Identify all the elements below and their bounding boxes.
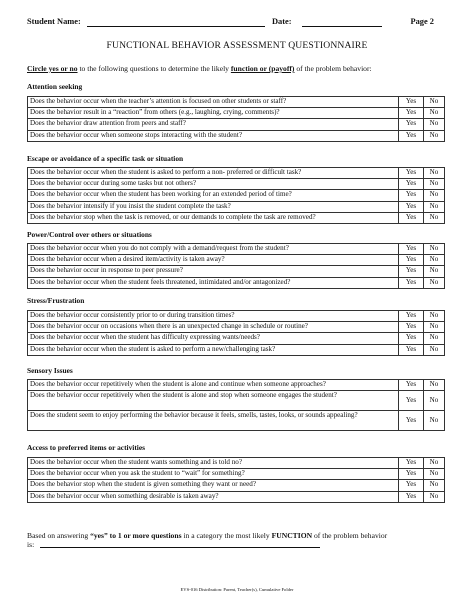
no-option[interactable]: No xyxy=(424,255,445,266)
no-option[interactable]: No xyxy=(424,179,445,190)
yes-option[interactable]: Yes xyxy=(399,97,424,108)
no-option[interactable]: No xyxy=(424,491,445,502)
question-row xyxy=(28,469,445,480)
no-option[interactable]: No xyxy=(424,311,445,322)
question-table xyxy=(27,310,445,356)
instructions-circle: Circle yes or no xyxy=(27,64,78,73)
yes-option[interactable]: Yes xyxy=(399,311,424,322)
question-row xyxy=(28,333,445,344)
question-row xyxy=(28,380,445,391)
question-table xyxy=(27,243,445,289)
no-option[interactable]: No xyxy=(424,108,445,119)
no-option[interactable]: No xyxy=(424,130,445,141)
function-answer-field[interactable] xyxy=(40,547,320,548)
question-table xyxy=(27,457,445,503)
no-option[interactable]: No xyxy=(424,322,445,333)
question-table xyxy=(27,167,445,224)
yes-option[interactable]: Yes xyxy=(399,277,424,288)
student-name-field[interactable] xyxy=(87,26,265,27)
section-title: Access to preferred items or activities xyxy=(27,443,146,452)
question-text: Does the behavior occur when the student wants something and is told no? xyxy=(28,458,399,469)
yes-option[interactable]: Yes xyxy=(399,411,424,431)
yes-option[interactable]: Yes xyxy=(399,168,424,179)
question-row xyxy=(28,255,445,266)
question-text: Does the behavior stop when the student is given something they want or need? xyxy=(28,480,399,491)
no-option[interactable]: No xyxy=(424,244,445,255)
yes-option[interactable]: Yes xyxy=(399,266,424,277)
no-option[interactable]: No xyxy=(424,201,445,212)
question-row xyxy=(28,201,445,212)
yes-option[interactable]: Yes xyxy=(399,212,424,223)
question-table xyxy=(27,379,445,431)
question-row xyxy=(28,277,445,288)
yes-option[interactable]: Yes xyxy=(399,491,424,502)
question-text: Does the behavior occur in response to peer pressure? xyxy=(28,266,399,277)
question-text: Does the behavior occur when the student is asked to perform a non- preferred or difficult task? xyxy=(28,168,399,179)
question-row xyxy=(28,190,445,201)
instructions xyxy=(27,64,452,73)
yes-option[interactable]: Yes xyxy=(399,344,424,355)
summary-function-word: FUNCTION xyxy=(271,531,313,540)
question-row xyxy=(28,97,445,108)
page-number: Page 2 xyxy=(410,17,434,26)
summary-end: of the problem behavior xyxy=(312,531,388,540)
summary-is-label: is: xyxy=(27,540,35,549)
student-name-label: Student Name: xyxy=(27,17,81,26)
question-text: Does the behavior occur when the teacher’s attention is focused on other students or staff? xyxy=(28,97,399,108)
no-option[interactable]: No xyxy=(424,344,445,355)
question-text: Does the behavior occur when you ask the student to “wait” for something? xyxy=(28,469,399,480)
question-text: Does the behavior occur when the student has been working for an extended period of time? xyxy=(28,190,399,201)
section-title: Attention seeking xyxy=(27,82,83,91)
question-text: Does the behavior occur during some tasks but not others? xyxy=(28,179,399,190)
page-title: FUNCTIONAL BEHAVIOR ASSESSMENT QUESTIONNAIRE xyxy=(106,40,368,51)
no-option[interactable]: No xyxy=(424,212,445,223)
question-row xyxy=(28,311,445,322)
yes-option[interactable]: Yes xyxy=(399,380,424,391)
no-option[interactable]: No xyxy=(424,190,445,201)
no-option[interactable]: No xyxy=(424,333,445,344)
yes-option[interactable]: Yes xyxy=(399,190,424,201)
question-row xyxy=(28,411,445,431)
question-row xyxy=(28,119,445,130)
no-option[interactable]: No xyxy=(424,277,445,288)
question-row xyxy=(28,491,445,502)
question-text: Does the behavior occur repetitively when the student is alone and stop when someone engages the student? xyxy=(28,391,399,411)
no-option[interactable]: No xyxy=(424,168,445,179)
yes-option[interactable]: Yes xyxy=(399,108,424,119)
question-row xyxy=(28,480,445,491)
yes-option[interactable]: Yes xyxy=(399,480,424,491)
form-id: EVS-016 Distribution: Parent, Teacher(s), Cumulative Folder xyxy=(180,587,294,592)
yes-option[interactable]: Yes xyxy=(399,179,424,190)
question-row xyxy=(28,168,445,179)
no-option[interactable]: No xyxy=(424,97,445,108)
yes-option[interactable]: Yes xyxy=(399,469,424,480)
instructions-middle: to the following questions to determine the likely xyxy=(77,64,231,73)
question-text: Does the behavior occur when you do not comply with a demand/request from the student? xyxy=(28,244,399,255)
yes-option[interactable]: Yes xyxy=(399,255,424,266)
section-title: Stress/Frustration xyxy=(27,296,85,305)
no-option[interactable]: No xyxy=(424,480,445,491)
question-table xyxy=(27,96,445,142)
no-option[interactable]: No xyxy=(424,266,445,277)
summary-prefix: Based on answering xyxy=(27,531,91,540)
question-row xyxy=(28,266,445,277)
no-option[interactable]: No xyxy=(424,380,445,391)
question-text: Does the behavior occur consistently prior to or during transition times? xyxy=(28,311,399,322)
no-option[interactable]: No xyxy=(424,458,445,469)
no-option[interactable]: No xyxy=(424,411,445,431)
question-row xyxy=(28,130,445,141)
question-text: Does the behavior intensify if you insist the student complete the task? xyxy=(28,201,399,212)
instructions-end: of the problem behavior: xyxy=(294,64,372,73)
question-text: Does the behavior draw attention from peers and staff? xyxy=(28,119,399,130)
question-row xyxy=(28,244,445,255)
question-row xyxy=(28,322,445,333)
date-field[interactable] xyxy=(302,26,382,27)
question-text: Does the behavior occur when someone stops interacting with the student? xyxy=(28,130,399,141)
question-text: Does the behavior occur when something desirable is taken away? xyxy=(28,491,399,502)
question-text: Does the behavior occur repetitively when the student is alone and continue when someone approaches? xyxy=(28,380,399,391)
question-row xyxy=(28,391,445,411)
question-text: Does the behavior occur when a desired item/activity is taken away? xyxy=(28,255,399,266)
question-text: Does the behavior occur when the student is asked to perform a new/challenging task? xyxy=(28,344,399,355)
instructions-function: function or (payoff) xyxy=(230,64,295,73)
question-text: Does the behavior result in a “reaction” from others (e.g., laughing, crying, comments)? xyxy=(28,108,399,119)
question-row xyxy=(28,108,445,119)
no-option[interactable]: No xyxy=(424,391,445,411)
yes-option[interactable]: Yes xyxy=(399,391,424,411)
question-row xyxy=(28,212,445,223)
section-title: Power/Control over others or situations xyxy=(27,230,152,239)
date-label: Date: xyxy=(272,17,292,26)
question-row xyxy=(28,344,445,355)
yes-option[interactable]: Yes xyxy=(399,458,424,469)
yes-option[interactable]: Yes xyxy=(399,244,424,255)
yes-option[interactable]: Yes xyxy=(399,322,424,333)
question-text: Does the behavior occur when the student has difficulty expressing wants/needs? xyxy=(28,333,399,344)
yes-option[interactable]: Yes xyxy=(399,333,424,344)
question-text: Does the student seem to enjoy performing the behavior because it feels, smells, tastes, looks, or sounds appealing? xyxy=(28,411,399,431)
yes-option[interactable]: Yes xyxy=(399,130,424,141)
header xyxy=(27,17,444,29)
question-text: Does the behavior occur when the student feels threatened, intimidated and/or antagonized? xyxy=(28,277,399,288)
question-row xyxy=(28,458,445,469)
yes-option[interactable]: Yes xyxy=(399,201,424,212)
question-row xyxy=(28,179,445,190)
no-option[interactable]: No xyxy=(424,119,445,130)
no-option[interactable]: No xyxy=(424,469,445,480)
summary-bold: “yes” to 1 or more questions xyxy=(90,531,182,540)
yes-option[interactable]: Yes xyxy=(399,119,424,130)
section-title: Sensory Issues xyxy=(27,366,73,375)
question-text: Does the behavior stop when the task is removed, or our demands to complete the task are removed? xyxy=(28,212,399,223)
summary-middle: in a category the most likely xyxy=(181,531,272,540)
section-title: Escape or avoidance of a specific task or situation xyxy=(27,154,184,163)
question-text: Does the behavior occur on occasions when there is an unexpected change in schedule or routine? xyxy=(28,322,399,333)
